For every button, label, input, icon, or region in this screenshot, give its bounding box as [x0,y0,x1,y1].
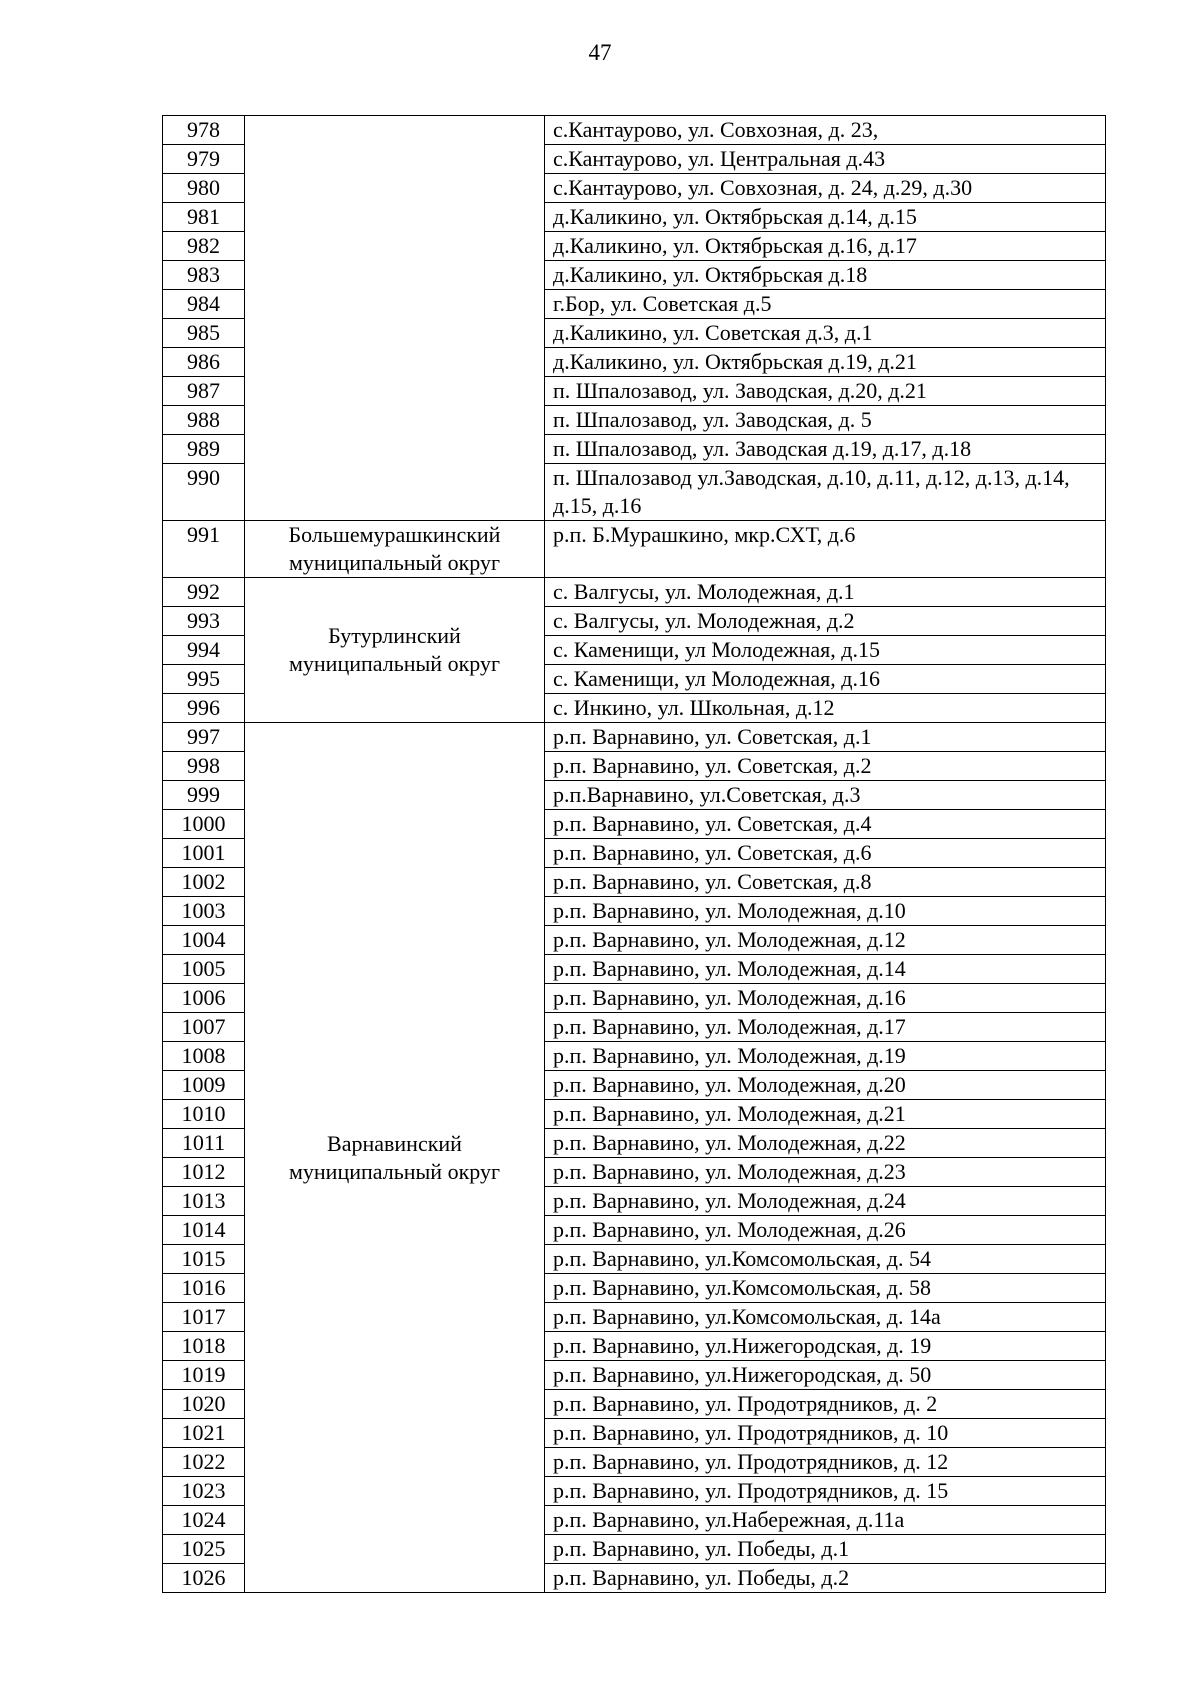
row-number: 1013 [163,1187,245,1216]
address: р.п. Варнавино, ул. Молодежная, д.16 [545,984,1106,1013]
row-number: 978 [163,116,245,145]
address: р.п. Варнавино, ул. Советская, д.4 [545,810,1106,839]
row-number: 1014 [163,1216,245,1245]
row-number: 1018 [163,1332,245,1361]
row-number: 1022 [163,1448,245,1477]
row-number: 994 [163,636,245,665]
address: р.п. Варнавино, ул. Молодежная, д.23 [545,1158,1106,1187]
address: р.п. Варнавино, ул. Молодежная, д.22 [545,1129,1106,1158]
address: д.Каликино, ул. Октябрьская д.18 [545,261,1106,290]
address: р.п. Варнавино, ул. Продотрядников, д. 10 [545,1419,1106,1448]
address: р.п. Варнавино, ул.Нижегородская, д. 19 [545,1332,1106,1361]
address: р.п. Варнавино, ул. Победы, д.1 [545,1535,1106,1564]
row-number: 989 [163,435,245,464]
row-number: 980 [163,174,245,203]
row-number: 993 [163,607,245,636]
row-number: 988 [163,406,245,435]
row-number: 1001 [163,839,245,868]
address: с. Каменищи, ул Молодежная, д.15 [545,636,1106,665]
address: с. Каменищи, ул Молодежная, д.16 [545,665,1106,694]
address: с. Валгусы, ул. Молодежная, д.2 [545,607,1106,636]
row-number: 1026 [163,1564,245,1593]
district-name: Варнавинский муниципальный округ [245,723,545,1593]
row-number: 1003 [163,897,245,926]
row-number: 979 [163,145,245,174]
address: с.Кантаурово, ул. Центральная д.43 [545,145,1106,174]
address: р.п. Варнавино, ул. Молодежная, д.20 [545,1071,1106,1100]
address-table-body [163,116,1106,1593]
row-number: 1021 [163,1419,245,1448]
row-number: 1015 [163,1245,245,1274]
address: р.п. Варнавино, ул.Набережная, д.11а [545,1506,1106,1535]
row-number: 997 [163,723,245,752]
row-number: 1002 [163,868,245,897]
row-number: 1025 [163,1535,245,1564]
address: р.п. Варнавино, ул.Нижегородская, д. 50 [545,1361,1106,1390]
row-number: 1019 [163,1361,245,1390]
address: р.п. Варнавино, ул. Советская, д.6 [545,839,1106,868]
page-number: 47 [588,40,612,65]
address: р.п. Варнавино, ул. Советская, д.2 [545,752,1106,781]
address: р.п. Варнавино, ул.Комсомольская, д. 14а [545,1303,1106,1332]
address: п. Шпалозавод, ул. Заводская, д. 5 [545,406,1106,435]
address: р.п. Варнавино, ул. Молодежная, д.14 [545,955,1106,984]
address: р.п. Варнавино, ул. Молодежная, д.10 [545,897,1106,926]
row-number: 998 [163,752,245,781]
address: г.Бор, ул. Советская д.5 [545,290,1106,319]
row-number: 1005 [163,955,245,984]
address: д.Каликино, ул. Октябрьская д.16, д.17 [545,232,1106,261]
row-number: 1009 [163,1071,245,1100]
address: п. Шпалозавод, ул. Заводская, д.20, д.21 [545,377,1106,406]
address: р.п. Варнавино, ул. Молодежная, д.24 [545,1187,1106,1216]
district-name: Бутурлинский муниципальный округ [245,578,545,723]
address: р.п. Варнавино, ул.Комсомольская, д. 54 [545,1245,1106,1274]
address: р.п. Варнавино, ул. Молодежная, д.12 [545,926,1106,955]
address: р.п. Варнавино, ул. Продотрядников, д. 15 [545,1477,1106,1506]
address: д.Каликино, ул. Октябрьская д.14, д.15 [545,203,1106,232]
address-table [162,115,1106,1593]
address: с. Валгусы, ул. Молодежная, д.1 [545,578,1106,607]
address: р.п. Варнавино, ул. Продотрядников, д. 12 [545,1448,1106,1477]
district-name: Большемурашкинский муниципальный округ [245,521,545,578]
address: р.п.Варнавино, ул.Советская, д.3 [545,781,1106,810]
address: р.п. Варнавино, ул. Молодежная, д.17 [545,1013,1106,1042]
row-number: 992 [163,578,245,607]
row-number: 1017 [163,1303,245,1332]
row-number: 1011 [163,1129,245,1158]
row-number: 981 [163,203,245,232]
row-number: 985 [163,319,245,348]
address: р.п. Варнавино, ул. Молодежная, д.19 [545,1042,1106,1071]
row-number: 1012 [163,1158,245,1187]
row-number: 999 [163,781,245,810]
row-number: 1004 [163,926,245,955]
row-number: 1010 [163,1100,245,1129]
address: р.п. Варнавино, ул.Комсомольская, д. 58 [545,1274,1106,1303]
address: р.п. Варнавино, ул. Победы, д.2 [545,1564,1106,1593]
address: р.п. Варнавино, ул. Продотрядников, д. 2 [545,1390,1106,1419]
row-number: 1020 [163,1390,245,1419]
row-number: 995 [163,665,245,694]
row-number: 1008 [163,1042,245,1071]
row-number: 987 [163,377,245,406]
address: р.п. Б.Мурашкино, мкр.СХТ, д.6 [545,521,1106,578]
row-number: 986 [163,348,245,377]
row-number: 1016 [163,1274,245,1303]
district-name [245,116,545,521]
address: р.п. Варнавино, ул. Советская, д.8 [545,868,1106,897]
row-number: 984 [163,290,245,319]
table-row [163,578,1106,607]
address: с.Кантаурово, ул. Совхозная, д. 24, д.29, д.30 [545,174,1106,203]
row-number: 1000 [163,810,245,839]
row-number: 996 [163,694,245,723]
table-row [163,723,1106,752]
address: с. Инкино, ул. Школьная, д.12 [545,694,1106,723]
row-number: 1006 [163,984,245,1013]
row-number: 983 [163,261,245,290]
table-row [163,116,1106,145]
row-number: 982 [163,232,245,261]
row-number: 990 [163,464,245,521]
row-number: 1007 [163,1013,245,1042]
address: с.Кантаурово, ул. Совхозная, д. 23, [545,116,1106,145]
row-number: 1023 [163,1477,245,1506]
row-number: 1024 [163,1506,245,1535]
address: д.Каликино, ул. Октябрьская д.19, д.21 [545,348,1106,377]
address: д.Каликино, ул. Советская д.3, д.1 [545,319,1106,348]
table-row [163,521,1106,578]
address: п. Шпалозавод ул.Заводская, д.10, д.11, д.12, д.13, д.14, д.15, д.16 [545,464,1106,521]
address: р.п. Варнавино, ул. Молодежная, д.21 [545,1100,1106,1129]
row-number: 991 [163,521,245,578]
address: р.п. Варнавино, ул. Молодежная, д.26 [545,1216,1106,1245]
address: п. Шпалозавод, ул. Заводская д.19, д.17, д.18 [545,435,1106,464]
address: р.п. Варнавино, ул. Советская, д.1 [545,723,1106,752]
